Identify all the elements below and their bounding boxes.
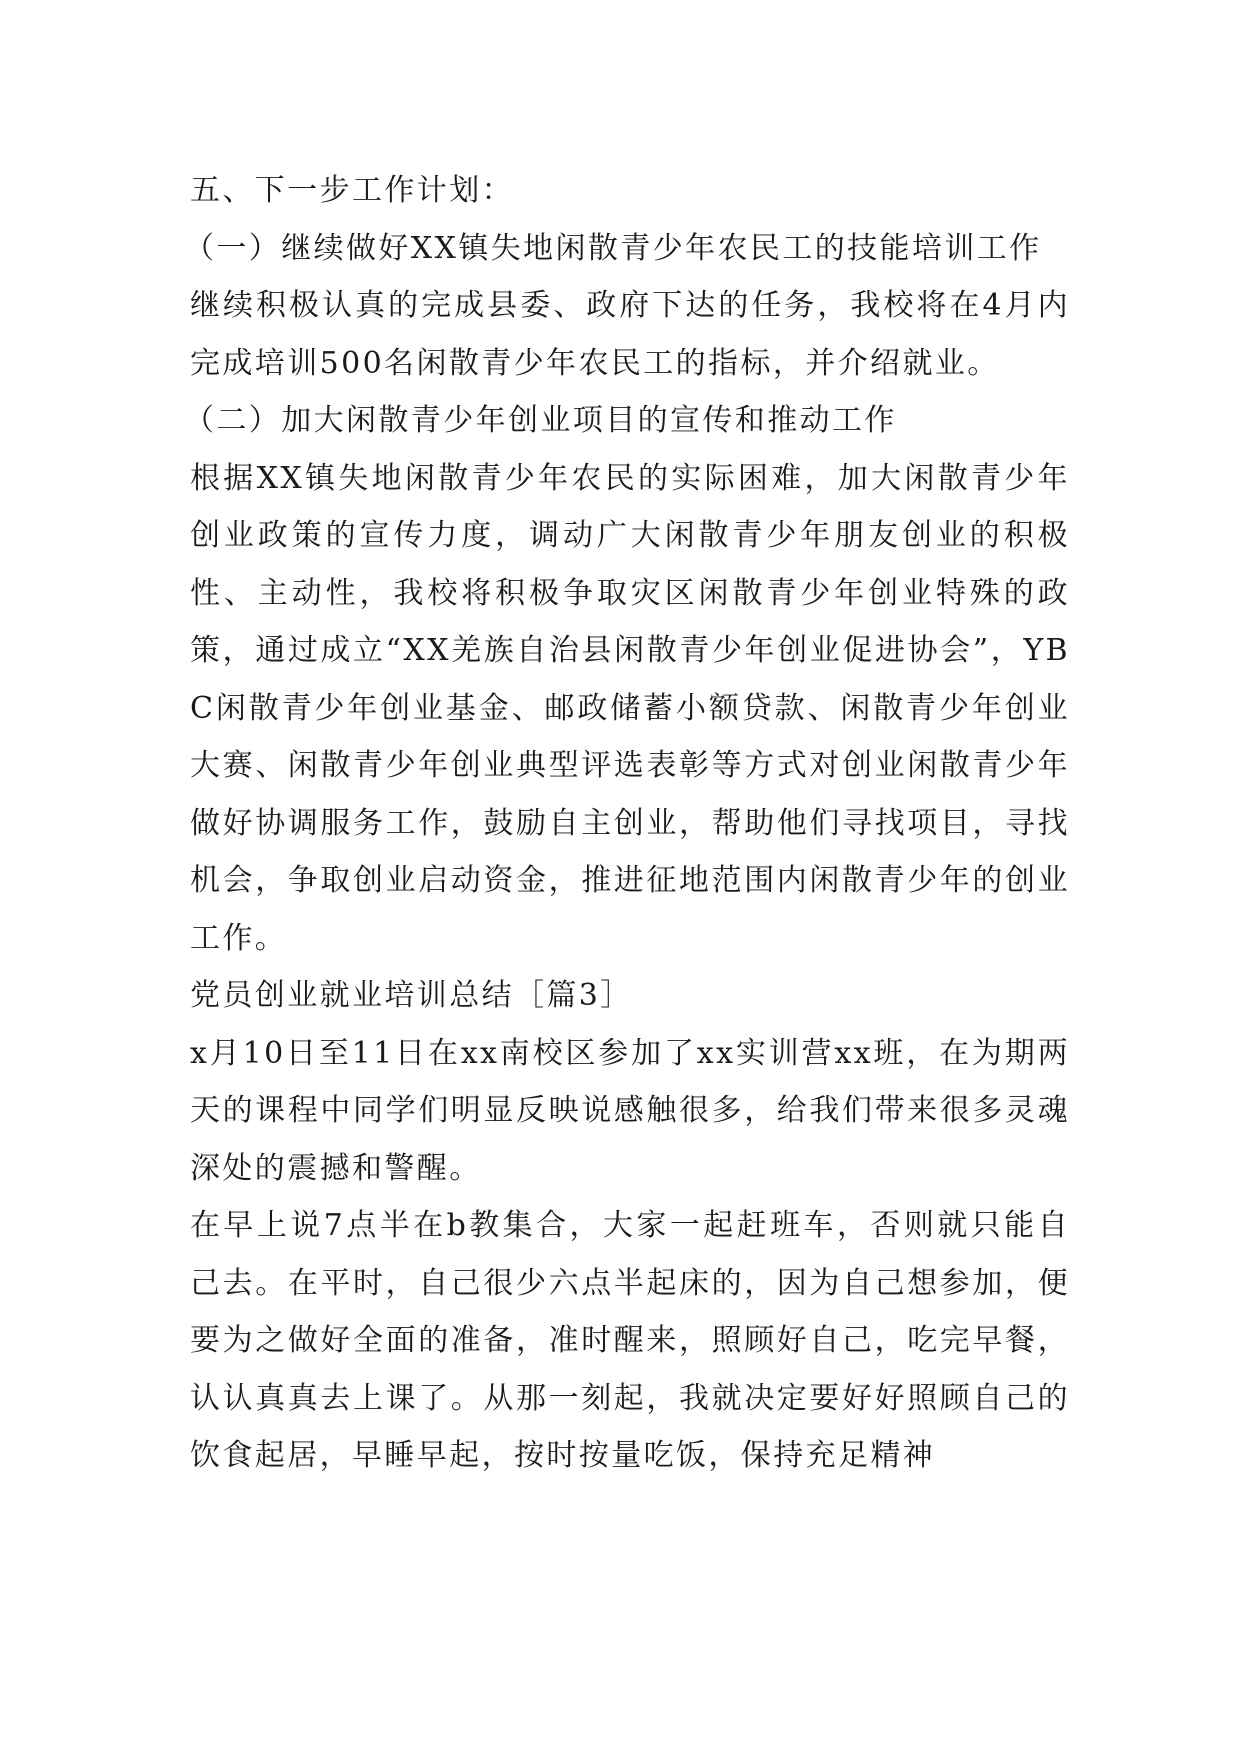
section-heading-article-3: 党员创业就业培训总结［篇3］ bbox=[190, 978, 633, 1013]
paragraph-entrepreneurship-policy: 根据XX镇失地闲散青少年农民的实际困难，加大闲散青少年创业政策的宣传力度，调动广大闲散青少年朋友创业的积极性、主动性，我校将积极争取灾区闲散青少年创业特殊的政策，通过成立“XX羌族自治县闲散青少年创业促进协会”，YBC闲散青少年创业基金、邮政储蓄小额贷款、闲散青少年创业大赛、闲散青少年创业典型评选表彰等方式对创业闲散青少年做好协调服务工作，鼓励自主创业，帮助他们寻找项目，寻找机会，争取创业启动资金，推进征地范围内闲散青少年的创业工作。 bbox=[190, 460, 1070, 956]
subheading-skill-training: （一）继续做好XX镇失地闲散青少年农民工的技能培训工作 bbox=[184, 230, 1042, 266]
subheading-entrepreneurship-promotion: （二）加大闲散青少年创业项目的宣传和推动工作 bbox=[184, 403, 897, 438]
paragraph-training-target: 继续积极认真的完成县委、政府下达的任务，我校将在4月内完成培训500名闲散青少年农民工的指标，并介绍就业。 bbox=[190, 288, 1070, 381]
section-heading-next-plan: 五、下一步工作计划： bbox=[190, 173, 514, 208]
document-body bbox=[184, 162, 1070, 1485]
paragraph-morning-routine: 在早上说7点半在b教集合，大家一起赶班车，否则就只能自己去。在平时，自己很少六点半起床的，因为自己想参加，便要为之做好全面的准备，准时醒来，照顾好自己，吃完早餐，认认真真去上课了。从那一刻起，我就决定要好好照顾自己的饮食起居，早睡早起，按时按量吃饭，保持充足精神 bbox=[190, 1208, 1070, 1473]
paragraph-camp-experience: x月10日至11日在xx南校区参加了xx实训营xx班，在为期两天的课程中同学们明显反映说感触很多，给我们带来很多灵魂深处的震撼和警醒。 bbox=[190, 1035, 1070, 1186]
